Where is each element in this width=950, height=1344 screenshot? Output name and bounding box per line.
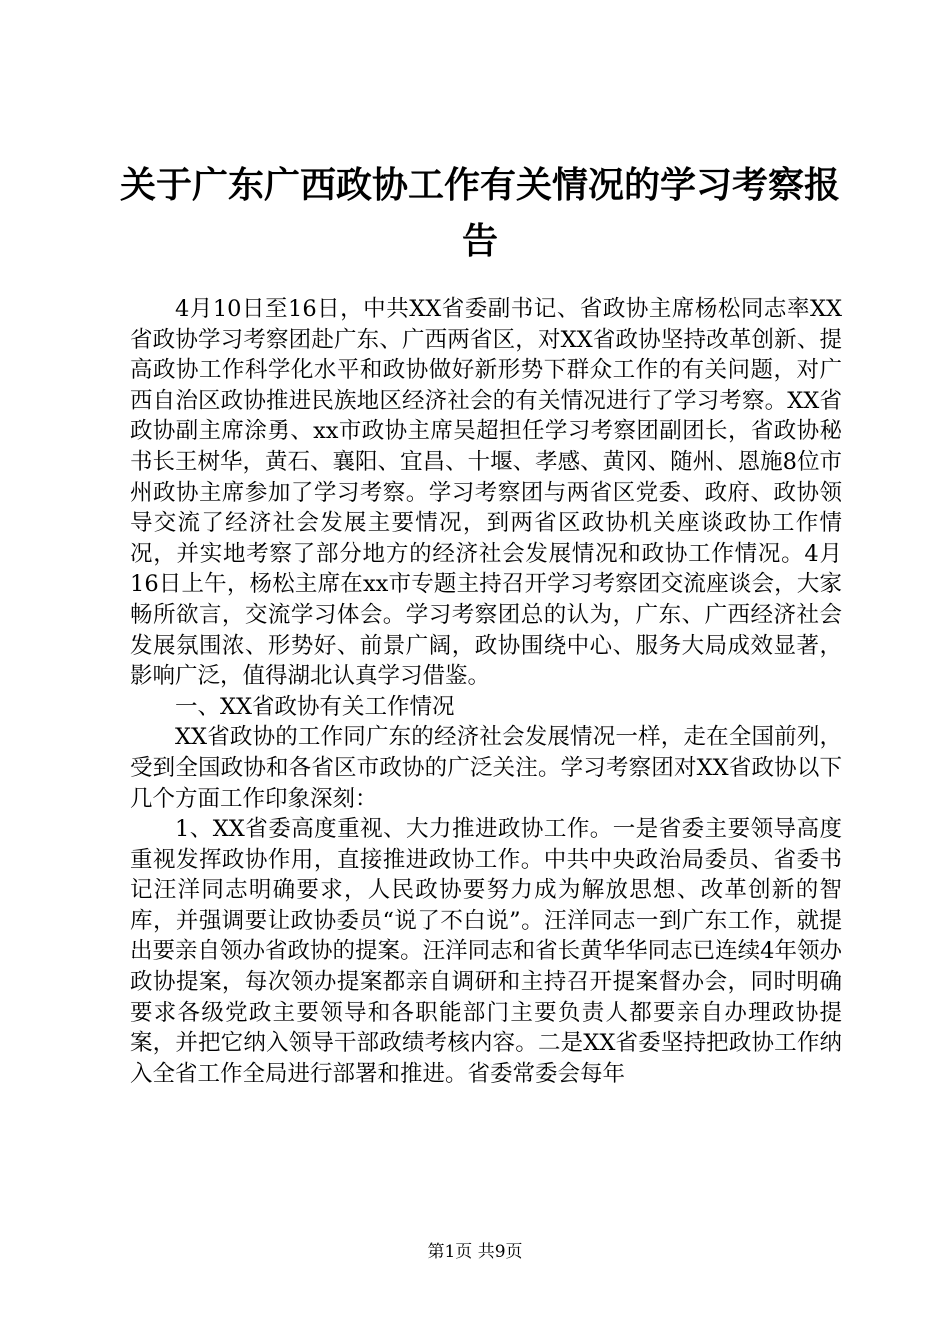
document-body [130,294,842,1089]
paragraph-overview: XX省政协的工作同广东的经济社会发展情况一样，走在全国前列，受到全国政协和各省区市政协的广泛关注。学习考察团对XX省政协以下几个方面工作印象深刻： [130,724,842,812]
paragraph-point-1: 1、XX省委高度重视、大力推进政协工作。一是省委主要领导高度重视发挥政协作用，直接推进政协工作。中共中央政治局委员、省委书记汪洋同志明确要求，人民政协要努力成为解放思想、改革创新的智库，并强调要让政协委员“说了不白说”。汪洋同志一到广东工作，就提出要亲自领办省政协的提案。汪洋同志和省长黄华华同志已连续4年领办政协提案，每次领办提案都亲自调研和主持召开提案督办会，同时明确要求各级党政主要领导和各职能部门主要负责人都要亲自办理政协提案，并把它纳入领导干部政绩考核内容。二是XX省委坚持把政协工作纳入全省工作全局进行部署和推进。省委常委会每年 [130,816,842,1087]
section-heading: 一、XX省政协有关工作情况 [175,693,455,720]
paragraph-intro: 4月10日至16日，中共XX省委副书记、省政协主席杨松同志率XX省政协学习考察团赴广东、广西两省区，对XX省政协坚持改革创新、提高政协工作科学化水平和政协做好新形势下群众工作的有关问题，对广西自治区政协推进民族地区经济社会的有关情况进行了学习考察。XX省政协副主席涂勇、xx市政协主席吴超担任学习考察团副团长，省政协秘书长王树华，黄石、襄阳、宜昌、十堰、孝感、黄冈、随州、恩施8位市州政协主席参加了学习考察。学习考察团与两省区党委、政府、政协领导交流了经济社会发展主要情况，到两省区政协机关座谈政协工作情况，并实地考察了部分地方的经济社会发展情况和政协工作情况。4月16日上午，杨松主席在xx市专题主持召开学习考察团交流座谈会，大家畅所欲言，交流学习体会。学习考察团总的认为，广东、广西经济社会发展氛围浓、形势好、前景广阔，政协围绕中心、服务大局成效显著，影响广泛，值得湖北认真学习借鉴。 [130,296,842,690]
document-title: 关于广东广西政协工作有关情况的学习考察报告 [120,165,841,262]
page-footer: 第1页 共9页 [427,1242,523,1262]
